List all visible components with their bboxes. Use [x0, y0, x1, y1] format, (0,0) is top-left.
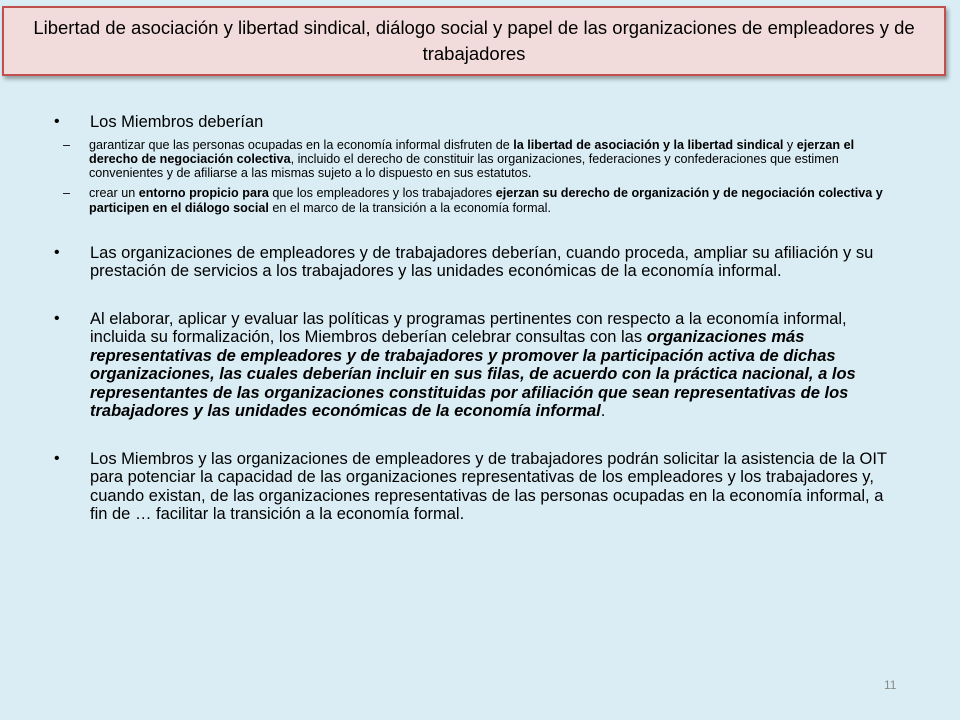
bold-segment: entorno propicio para: [138, 186, 269, 201]
text-segment: Al elaborar, aplicar y evaluar las políticas y programas pertinentes con respecto a la economía informal, incluida su formalización, los Miembros deberían celebrar consultas con las: [90, 309, 847, 347]
bullet-consultations: [52, 310, 902, 421]
bullet-members-should: [52, 113, 902, 132]
text-segment: crear un: [89, 186, 139, 201]
text-segment: en el marco de la transición a la economía formal.: [268, 200, 551, 215]
bullet-text: Las organizaciones de empleadores y de trabajadores deberían, cuando proceda, ampliar su afiliación y su prestación de servicios a los trabajadores y las unidades económicas de la economía informal.: [90, 243, 874, 281]
text-segment: , incluido el derecho de constituir las organizaciones, federaciones y confederaciones que estimen convenientes y de afiliarse a las mismas sujeto a lo dispuesto en sus estatutos.: [89, 151, 839, 181]
bold-segment: la libertad de asociación y la libertad sindical: [513, 137, 784, 152]
bullet-text: Los Miembros y las organizaciones de empleadores y de trabajadores podrán solicitar la asistencia de la OIT para potenciar la capacidad de las organizaciones representativas de los empleadores y los trabajadores y, cuando existan, de las organizaciones representativas de las personas ocupadas en la economía informal, a fin de … facilitar la transición a la economía formal.: [90, 449, 887, 524]
text-segment: .: [600, 402, 606, 421]
bullet-text: Los Miembros deberían: [90, 113, 264, 131]
page-number: 11: [884, 678, 897, 692]
bullet-organizations-membership: [52, 244, 902, 281]
sub-bullet-enabling-environment: [52, 186, 902, 215]
text-segment: garantizar que las personas ocupadas en la economía informal disfruten de: [89, 137, 514, 152]
bold-segment: ejerzan su derecho de organización y de negociación colectiva y participen en el diálogo social: [89, 186, 883, 215]
bold-italic-segment: organizaciones más representativas de empleadores y de trabajadores y promover la participación activa de dichas organizaciones, las cuales deberían incluir en sus filas, de acuerdo con la práctica nacional, a los representantes de las organizaciones constituidas por afiliación que sean representativas de los trabajadores y las unidades económicas de la economía informal: [90, 328, 856, 421]
slide-content: [52, 113, 902, 524]
bold-segment: ejerzan el derecho de negociación colectiva: [89, 137, 855, 166]
title-box: [2, 6, 946, 76]
text-segment: y: [783, 137, 797, 152]
sub-bullet-guarantee: [52, 138, 902, 181]
slide-title: Libertad de asociación y libertad sindical, diálogo social y papel de las organizaciones de empleadores y de trabajadores: [33, 17, 915, 64]
bullet-oit-assistance: [52, 450, 902, 524]
text-segment: que los empleadores y los trabajadores: [268, 186, 496, 201]
